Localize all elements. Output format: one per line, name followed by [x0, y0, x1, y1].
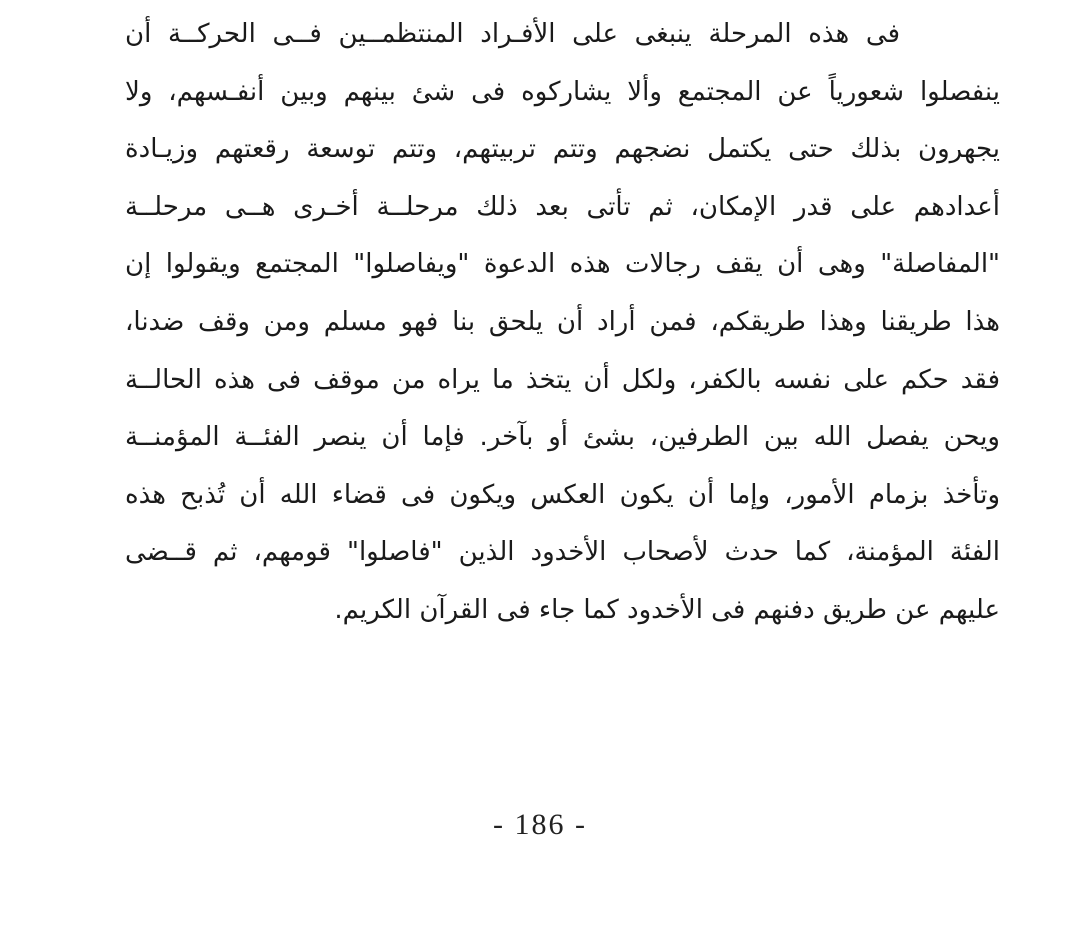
- paragraph-line: ينفصلوا شعورياً عن المجتمع وألا يشاركوه فى شئ بينهم وبين أنفـسهم، ولا: [125, 76, 1000, 107]
- paragraph-line: "المفاصلة" وهى أن يقف رجالات هذه الدعوة "ويفاصلوا" المجتمع ويقولوا إن: [125, 249, 1000, 280]
- paragraph-line: فقد حكم على نفسه بالكفر، ولكل أن يتخذ ما يراه من موقف فى هذه الحالــة: [125, 364, 1000, 395]
- paragraph-line: ويحن يفصل الله بين الطرفين، بشئ أو بآخر. فإما أن ينصر الفئــة المؤمنــة: [125, 422, 1000, 453]
- body-paragraph: [125, 6, 1000, 640]
- paragraph-line: عليهم عن طريق دفنهم فى الأخدود كما جاء فى القرآن الكريم.: [334, 594, 1000, 625]
- paragraph-line: يجهرون بذلك حتى يكتمل نضجهم وتتم تربيتهم، وتتم توسعة رقعتهم وزيـادة: [125, 134, 1000, 165]
- paragraph-line: وتأخذ بزمام الأمور، وإما أن يكون العكس ويكون فى قضاء الله أن تُذبح هذه: [125, 479, 1000, 510]
- paragraph-line: هذا طريقنا وهذا طريقكم، فمن أراد أن يلحق بنا فهو مسلم ومن وقف ضدنا،: [125, 306, 1000, 337]
- paragraph-line: فى هذه المرحلة ينبغى على الأفـراد المنتظمــين فــى الحركــة أن: [125, 19, 900, 49]
- page-number: - 186 -: [493, 808, 587, 841]
- paragraph-line: أعدادهم على قدر الإمكان، ثم تأتى بعد ذلك مرحلــة أخـرى هــى مرحلــة: [125, 191, 1000, 222]
- paragraph-line: الفئة المؤمنة، كما حدث لأصحاب الأخدود الذين "فاصلوا" قومهم، ثم قــضى: [125, 537, 1000, 568]
